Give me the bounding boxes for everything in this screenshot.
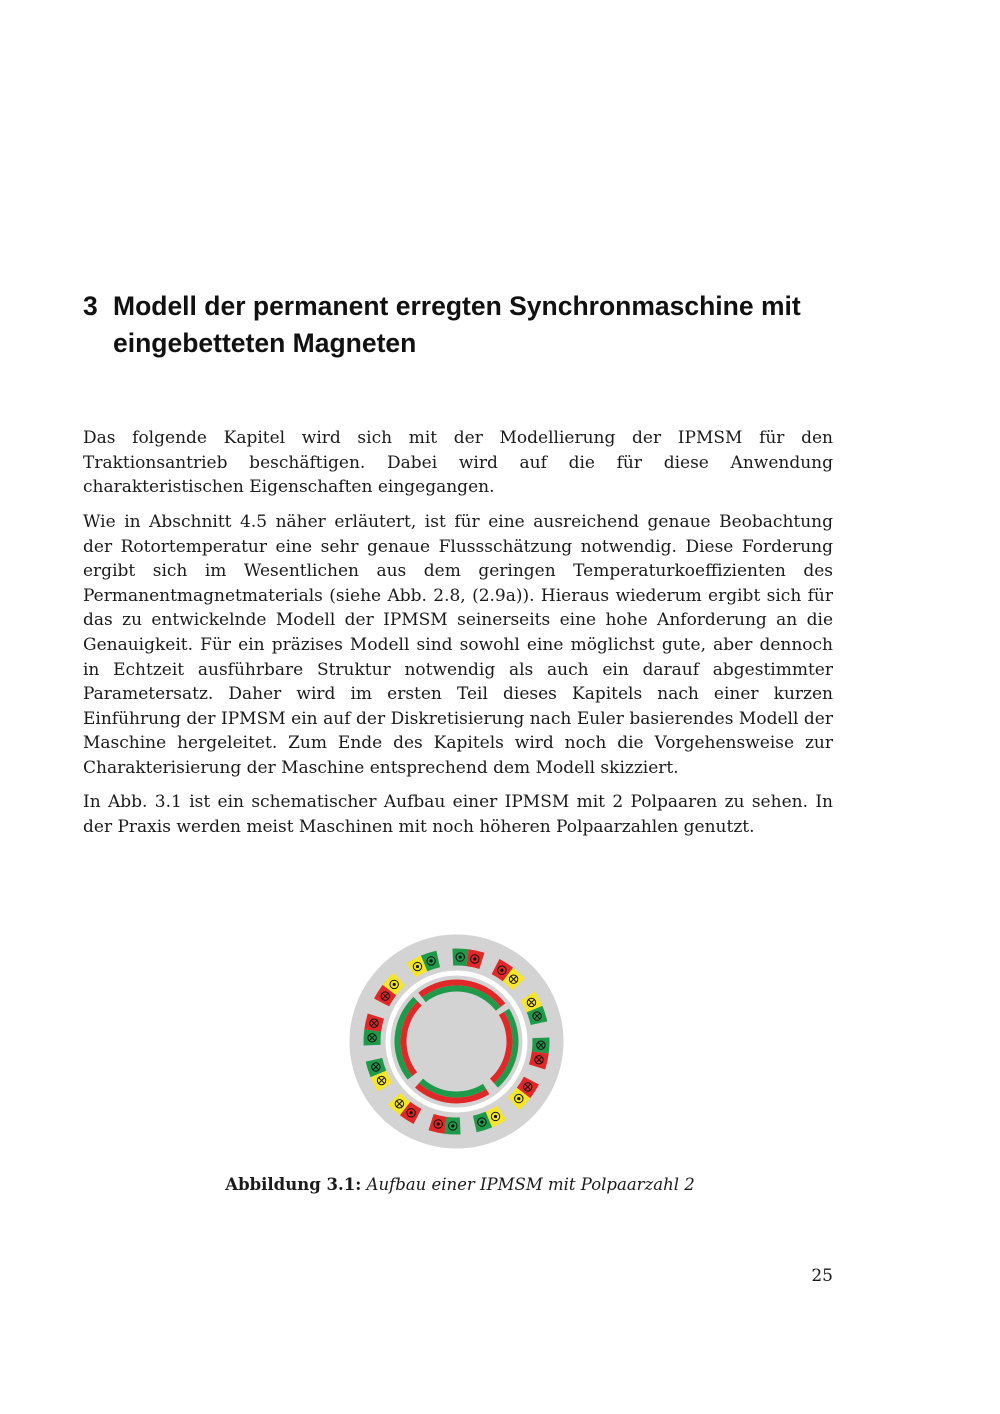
paragraph-figure-reference: In Abb. 3.1 ist ein schematischer Aufbau einer IPMSM mit 2 Polpaaren zu sehen. In der Praxis werden meist Maschinen mit noch höheren Polpaarzahlen genutzt. [83, 792, 833, 837]
figure-caption [0, 1175, 920, 1194]
figure-label: Abbildung 3.1: [225, 1175, 362, 1194]
conductor-dot [500, 969, 503, 972]
conductor-dot [451, 1124, 454, 1127]
page-number: 25 [811, 1266, 833, 1286]
conductor-dot [459, 955, 462, 958]
figure-caption-text: Aufbau einer IPMSM mit Polpaarzahl 2 [366, 1175, 695, 1194]
rotor-core [391, 976, 523, 1108]
paragraph-flux-estimation: Wie in Abschnitt 4.5 näher erläutert, ist für eine ausreichend genaue Beobachtung der Rotortemperatur eine sehr genaue Flussschätzung notwendig. Diese Forderung ergibt sich im Wesentlichen aus dem geringen Temperaturkoeffizienten des Permanentmagnetmaterials (siehe Abb. 2.8, (2.9a)). Hieraus wiederum ergibt sich für das zu entwickelnde Modell der IPMSM seinerseits eine hohe Anforderung an die Genauigkeit. Für ein präzises Modell sind sowohl eine möglichst gute, aber dennoch in Echtzeit ausführbare Struktur notwendig als auch ein darauf abgestimmter Parametersatz. Daher wird im ersten Teil dieses Kapitels nach einer kurzen Einführung der IPMSM ein auf der Diskretisierung nach Euler basierendes Modell der Maschine hergeleitet. Zum Ende des Kapitels wird noch die Vorgehensweise zur Charakterisierung der Maschine entsprechend dem Modell skizziert. [83, 512, 833, 778]
ipmsm-cross-section-figure [349, 934, 564, 1149]
conductor-dot [517, 1097, 520, 1100]
conductor-dot [429, 959, 432, 962]
chapter-title: Modell der permanent erregten Synchronmaschine mit eingebetteten Magneten [113, 290, 801, 358]
chapter-number: 3 [83, 290, 98, 321]
chapter-heading [83, 288, 843, 362]
conductor-dot [480, 1120, 483, 1123]
conductor-dot [494, 1115, 497, 1118]
conductor-dot [473, 957, 476, 960]
paragraph-intro: Das folgende Kapitel wird sich mit der Modellierung der IPMSM für den Traktionsantrieb beschäftigen. Dabei wird auf die für diese Anwendung charakteristischen Eigenschaften eingegangen. [83, 428, 833, 498]
conductor-dot [416, 965, 419, 968]
conductor-dot [409, 1111, 412, 1114]
conductor-dot [437, 1122, 440, 1125]
conductor-dot [393, 983, 396, 986]
